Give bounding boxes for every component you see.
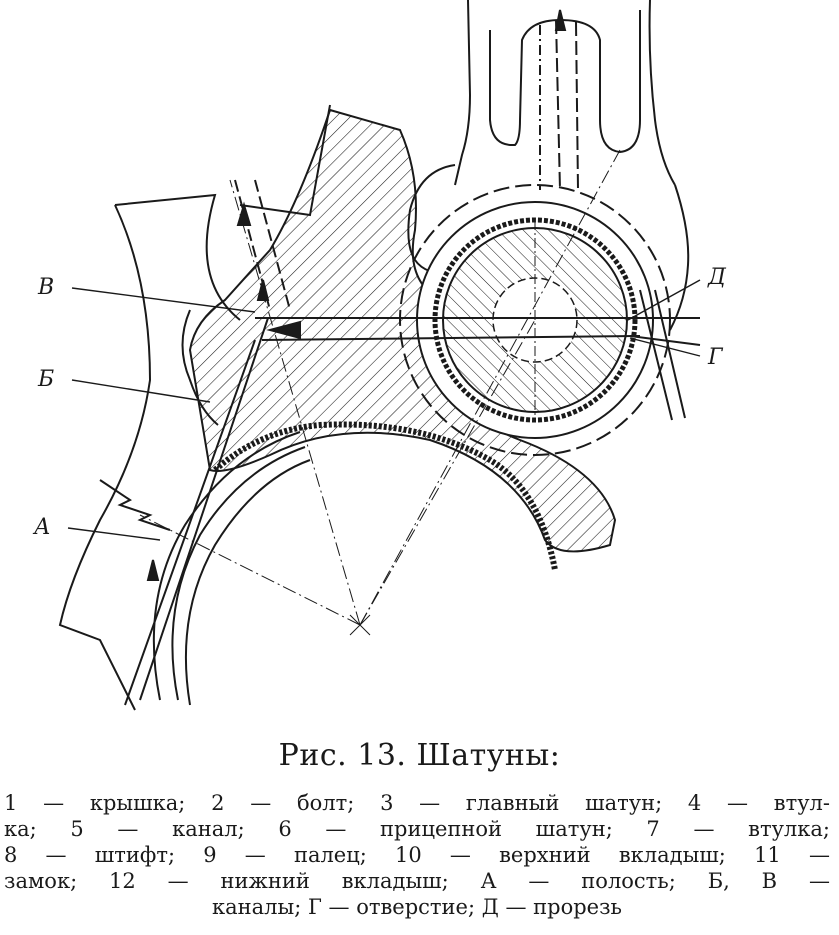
label-a: А [34,515,51,540]
caption-legend [4,790,830,920]
caption-line: ка; 5 — канал; 6 — прицепной шатун; 7 — втулка; [4,817,830,841]
caption-line: 1 — крышка; 2 — болт; 3 — главный шатун; 4 — втул- [4,791,830,815]
label-v: В [38,275,55,300]
label-b: Б [38,367,55,392]
caption-line: 8 — штифт; 9 — палец; 10 — верхний вкладыш; 11 — [4,843,830,867]
figure-caption [0,738,839,773]
caption-line: замок; 12 — нижний вкладыш; А — полость; Б, В — [4,869,830,893]
label-g: Г [708,345,723,370]
caption-line: каналы; Г — отверстие; Д — прорезь [212,895,622,919]
caption-title: Рис. 13. Шатуны: [278,738,561,773]
label-d: Д [708,265,726,290]
